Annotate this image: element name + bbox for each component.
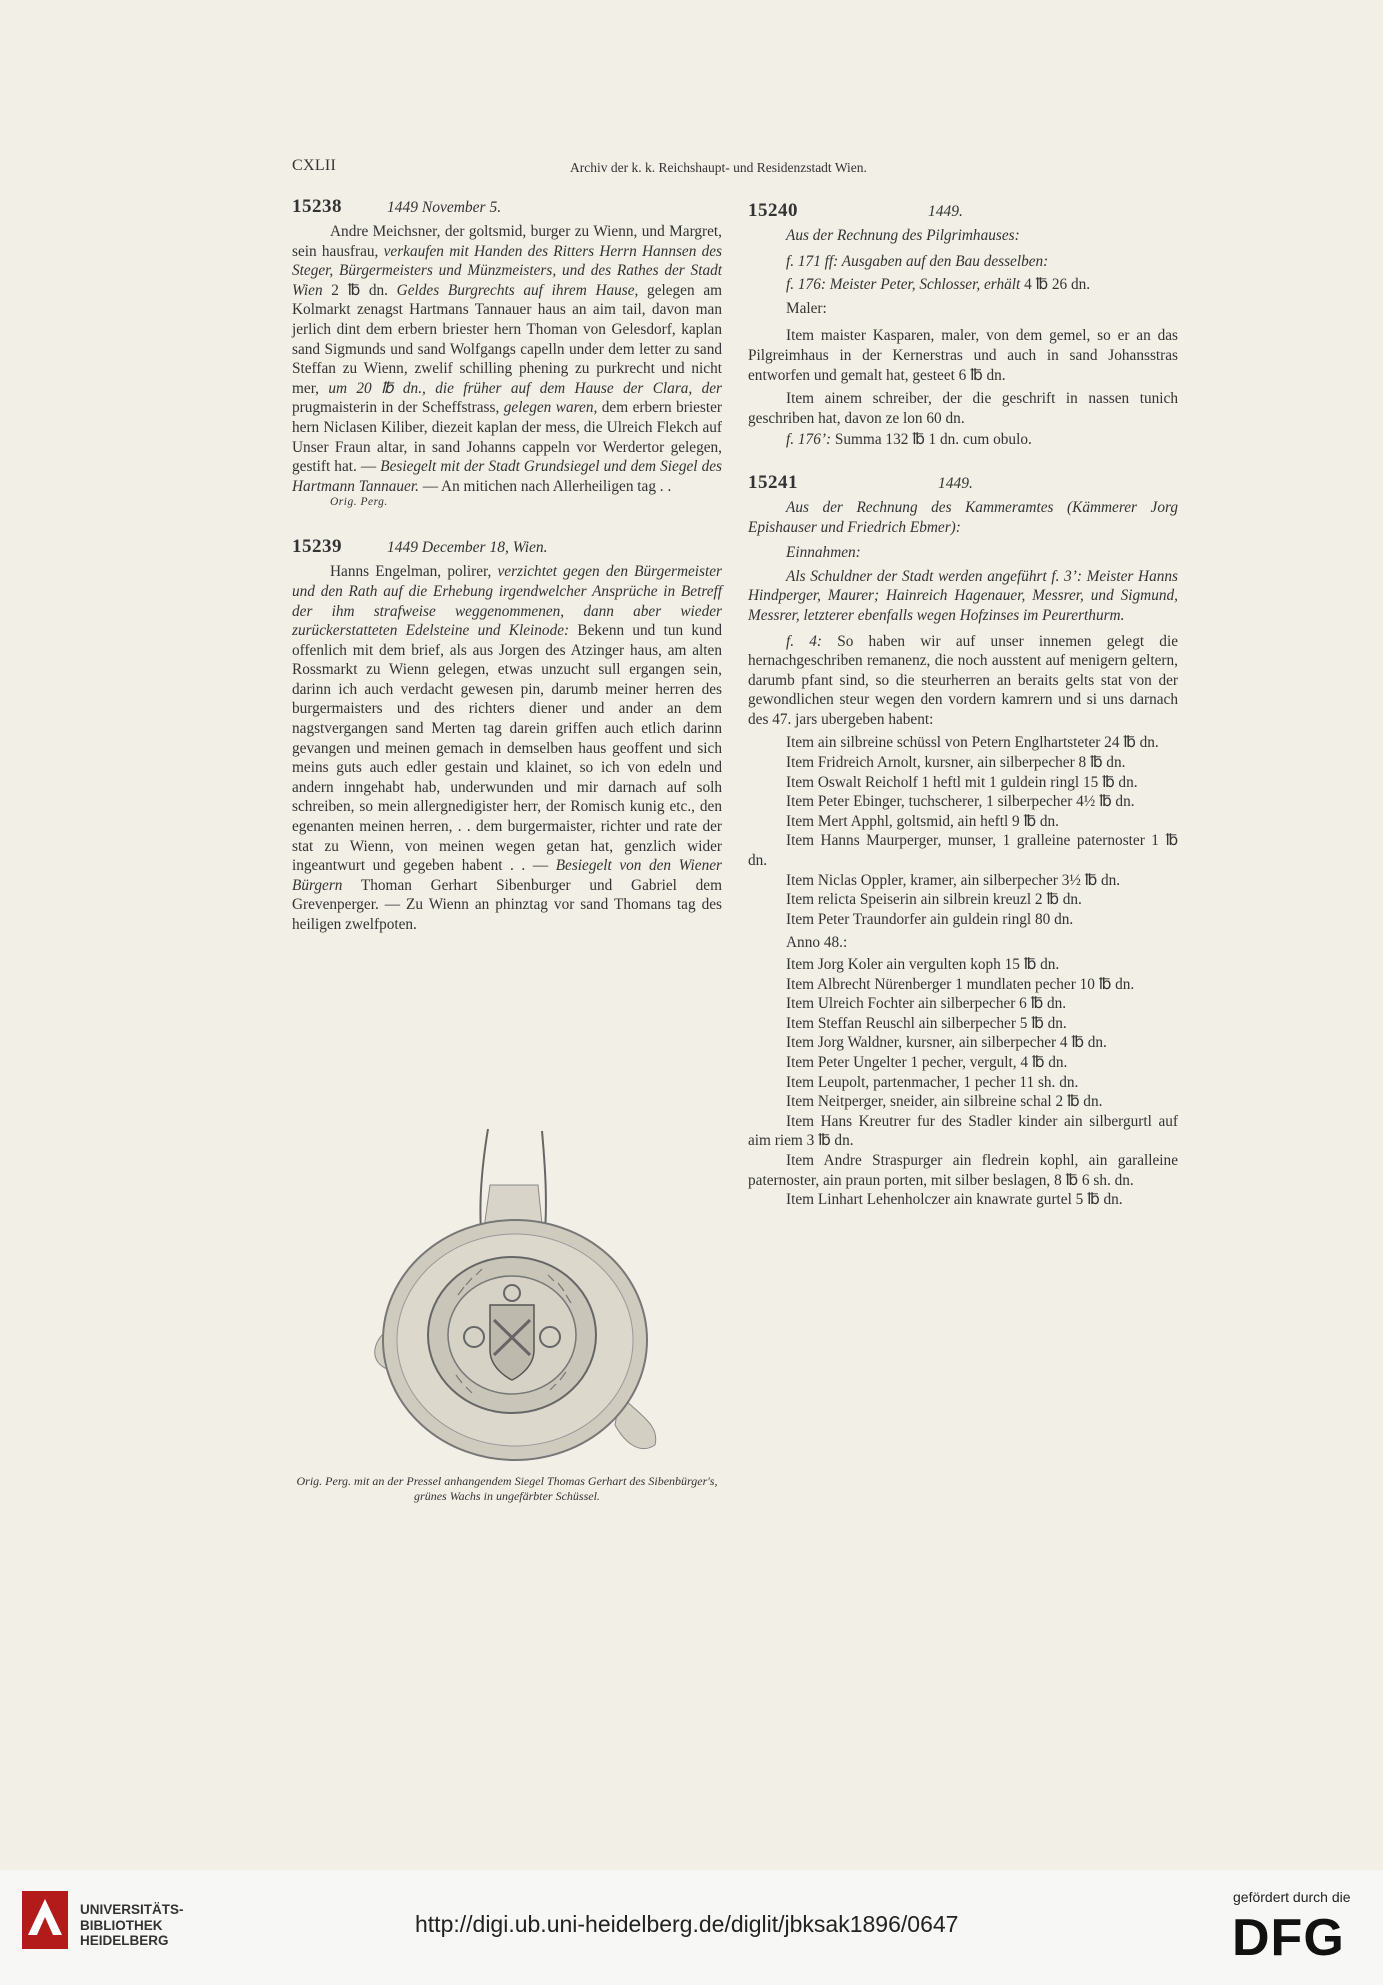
list-item: Item Linhart Lehenholczer ain knawrate gurtel 5 ℔ dn.	[786, 1191, 1123, 1209]
remanenz-text: f. 4: So haben wir auf unser innemen gelegt die hernachgeschriben remanenz, die noch ausstent auf menigern geltern, darumb pfant sind, so die steurherren an beraits gelts stat von der gewondlichen steur wegen den vordern kamrern und si uns darnach des 47. jars ubergeben habent:	[748, 632, 1178, 728]
account-sum: f. 176’: Summa 132 ℔ 1 dn. cum obulo.	[786, 431, 1032, 449]
library-name: UNIVERSITÄTS- BIBLIOTHEK HEIDELBERG	[80, 1902, 184, 1948]
entry-date: 1449 November 5.	[387, 199, 502, 216]
list-item: Item Peter Ungelter 1 pecher, vergult, 4 ℔ dn.	[786, 1053, 1068, 1071]
entry-15238-heading	[292, 196, 722, 218]
dfg-logo: DFG	[1232, 1909, 1345, 1967]
debtors-note: Als Schuldner der Stadt werden angeführt f. 3’: Meister Hanns Hindperger, Maurer; Hainreich Hagenauer, Messrer, und Sigmund, Messrer, letzterer ebenfalls wegen Hofzinses im Peurerthurm.	[748, 567, 1178, 624]
list-item: Item Peter Traundorfer ain guldein ringl 80 dn.	[786, 910, 1074, 928]
entry-number: 15238	[292, 196, 342, 217]
list-item: Item Peter Ebinger, tuchscherer, 1 silberpecher 4½ ℔ dn.	[786, 793, 1135, 811]
list-item: Item Neitperger, sneider, ain silbreine schal 2 ℔ dn.	[786, 1093, 1103, 1111]
left-column	[292, 196, 722, 935]
list-item: Item Hans Kreutrer fur des Stadler kinder ain silbergurtl auf aim riem 3 ℔ dn.	[748, 1112, 1178, 1150]
account-title: Aus der Rechnung des Pilgrimhauses:	[786, 227, 1020, 244]
entry-15241-heading	[748, 472, 1178, 494]
list-item: Item Steffan Reuschl ain silberpecher 5 ℔ dn.	[786, 1014, 1067, 1032]
account-line: f. 176: Meister Peter, Schlosser, erhält 4 ℔ 26 dn.	[786, 276, 1091, 294]
entry-15240-heading	[748, 200, 1178, 222]
entry-15239-text: Hanns Engelman, polirer, verzichtet gegen den Bürgermeister und den Rath auf die Erhebung irgendwelcher Ansprüche in Betreff der ihm strafweise weggenommenen, dann aber wieder zurückerstatteten Edelsteine und Kleinode: Bekenn und tun kund offenlich mit dem brief, als aus Jorgen des Atzinger haus, am alten Rossmarkt zu Wienn gelegen, etwas unzucht sull ergangen sein, darinn ich auch verdacht gewesen pin, darumb meiner herren des burgermaisters und des richters diener und ander an dem nagstvergangen sand Merten tag darein griffen auch etlich darinn gevangen und meinen gemach in demselben haus geoffent und sich meins guts auch edler gestain und klainet, so ich von edeln und andern inngehabt hab, underwunden und mir darnach auf solh schreiben, so mein allergnedigister herr, der Romisch kunig etc., den egenanten meinen herren, . . dem burgermaister, richter und rate der stat zu Wienn, von meinen wegen getan hat, genzlich wider ingeantwurt und gegeben habent . . — Besiegelt von den Wiener Bürgern Thoman Gerhart Sibenburger und Gabriel dem Grevenperger. — Zu Wienn an phinztag vor sand Thomans tag des heiligen zwelfpoten.	[292, 563, 722, 933]
right-column	[748, 200, 1178, 1210]
account-item: Item ainem schreiber, der die geschrift in nassen tunich geschriben hat, davon ze lon 60 dn.	[748, 390, 1178, 427]
list-item: Item ain silbreine schüssl von Petern Englhartsteter 24 ℔ dn.	[786, 734, 1159, 752]
seal-caption: Orig. Perg. mit an der Pressel anhangendem Siegel Thomas Gerhart des Sibenbürger's, grünes Wachs in ungefärbter Schüssel.	[296, 1474, 718, 1503]
item-list-2	[748, 955, 1178, 1210]
account-line: f. 171 ff: Ausgaben auf den Bau desselben:	[786, 252, 1049, 270]
section-label: Maler:	[786, 299, 827, 317]
entry-15238-source: Orig. Perg.	[330, 496, 388, 509]
entry-date: 1449 December 18, Wien.	[387, 539, 548, 557]
list-item: Item relicta Speiserin ain silbrein kreuzl 2 ℔ dn.	[786, 891, 1082, 909]
entry-date: 1449.	[938, 474, 973, 492]
list-item: Item Ulreich Fochter ain silberpecher 6 ℔ dn.	[786, 995, 1067, 1013]
list-item: Item Jorg Waldner, kursner, ain silberpecher 4 ℔ dn.	[786, 1034, 1107, 1052]
list-item: Item Hanns Maurperger, munser, 1 gralleine paternoster 1 ℔ dn.	[748, 832, 1178, 870]
entry-15238-text: Andre Meichsner, der goltsmid, burger zu Wienn, und Margret, sein hausfrau, verkaufen mit Handen des Ritters Herrn Hannsen des Steger, Bürgermeisters und Münzmeisters, und des Rathes der Stadt Wien 2 ℔ dn. Geldes Burgrechts auf ihrem Hause, gelegen am Kolmarkt zenagst Hartmans Tannauer haus an aim tail, davon man jerlich dint dem erbern briester hern Thoman von Gelesdorf, kaplan sand Sigmunds und sand Wolfgangs capelln under dem letter zu sand Steffan zu Wienn, zwelif schilling phening zu purkrecht und nicht mer, um 20 ℔ dn., die früher auf dem Hause der Clara, der prugmaisterin in der Scheffstrass, gelegen waren, dem erbern briester hern Niclasen Kiliber, diezeit kaplan der mess, die Ulreich Flekch auf Unser Fraun altar, in sand Johanns cappeln vor Werdertor gelegen, gestift hat. — Besiegelt mit der Stadt Grundsiegel und dem Siegel des Hartmann Tannauer. — An mitichen nach Allerheiligen tag . .	[292, 223, 723, 495]
list-item: Item Fridreich Arnolt, kursner, ain silberpecher 8 ℔ dn.	[786, 754, 1126, 772]
list-item: Item Albrecht Nürenberger 1 mundlaten pecher 10 ℔ dn.	[786, 975, 1135, 993]
page-number: CXLII	[292, 157, 337, 174]
entry-15239-heading	[292, 536, 722, 558]
running-title: Archiv der k. k. Reichshaupt- und Residenzstadt Wien.	[570, 160, 867, 175]
entry-date: 1449.	[928, 203, 963, 220]
university-library-logo-icon	[18, 1885, 74, 1955]
item-list-1	[748, 733, 1178, 929]
account-item: Item maister Kasparen, maler, von dem gemel, so er an das Pilgreimhaus in der Kernerstras und auch in sand Johansstras entworfen und gemalt hat, gesteet 6 ℔ dn.	[748, 327, 1178, 384]
entry-number: 15240	[748, 200, 798, 221]
permalink-url[interactable]: http://digi.ub.uni-heidelberg.de/diglit/jbksak1896/0647	[415, 1911, 959, 1937]
year-label: Anno 48.:	[786, 934, 848, 952]
account-title: Aus der Rechnung des Kammeramtes (Kämmerer Jorg Epishauser und Friedrich Ebmer):	[748, 498, 1178, 536]
list-item: Item Niclas Oppler, kramer, ain silberpecher 3½ ℔ dn.	[786, 871, 1121, 889]
seal-illustration	[370, 1125, 660, 1470]
funding-note: gefördert durch die	[1233, 1889, 1351, 1905]
section-label: Einnahmen:	[786, 544, 861, 562]
entry-number: 15239	[292, 536, 342, 558]
list-item: Item Andre Straspurger ain fledrein kophl, ain garalleine paternoster, ain praun porten, mit silber beslagen, 8 ℔ 6 sh. dn.	[748, 1151, 1178, 1189]
list-item: Item Oswalt Reicholf 1 heftl mit 1 guldein ringl 15 ℔ dn.	[786, 773, 1138, 791]
list-item: Item Jorg Koler ain vergulten koph 15 ℔ dn.	[786, 956, 1060, 973]
wax-seal-icon	[370, 1125, 660, 1470]
entry-number: 15241	[748, 471, 798, 493]
list-item: Item Leupolt, partenmacher, 1 pecher 11 sh. dn.	[786, 1073, 1079, 1091]
list-item: Item Mert Apphl, goltsmid, ain heftl 9 ℔ dn.	[786, 812, 1059, 830]
